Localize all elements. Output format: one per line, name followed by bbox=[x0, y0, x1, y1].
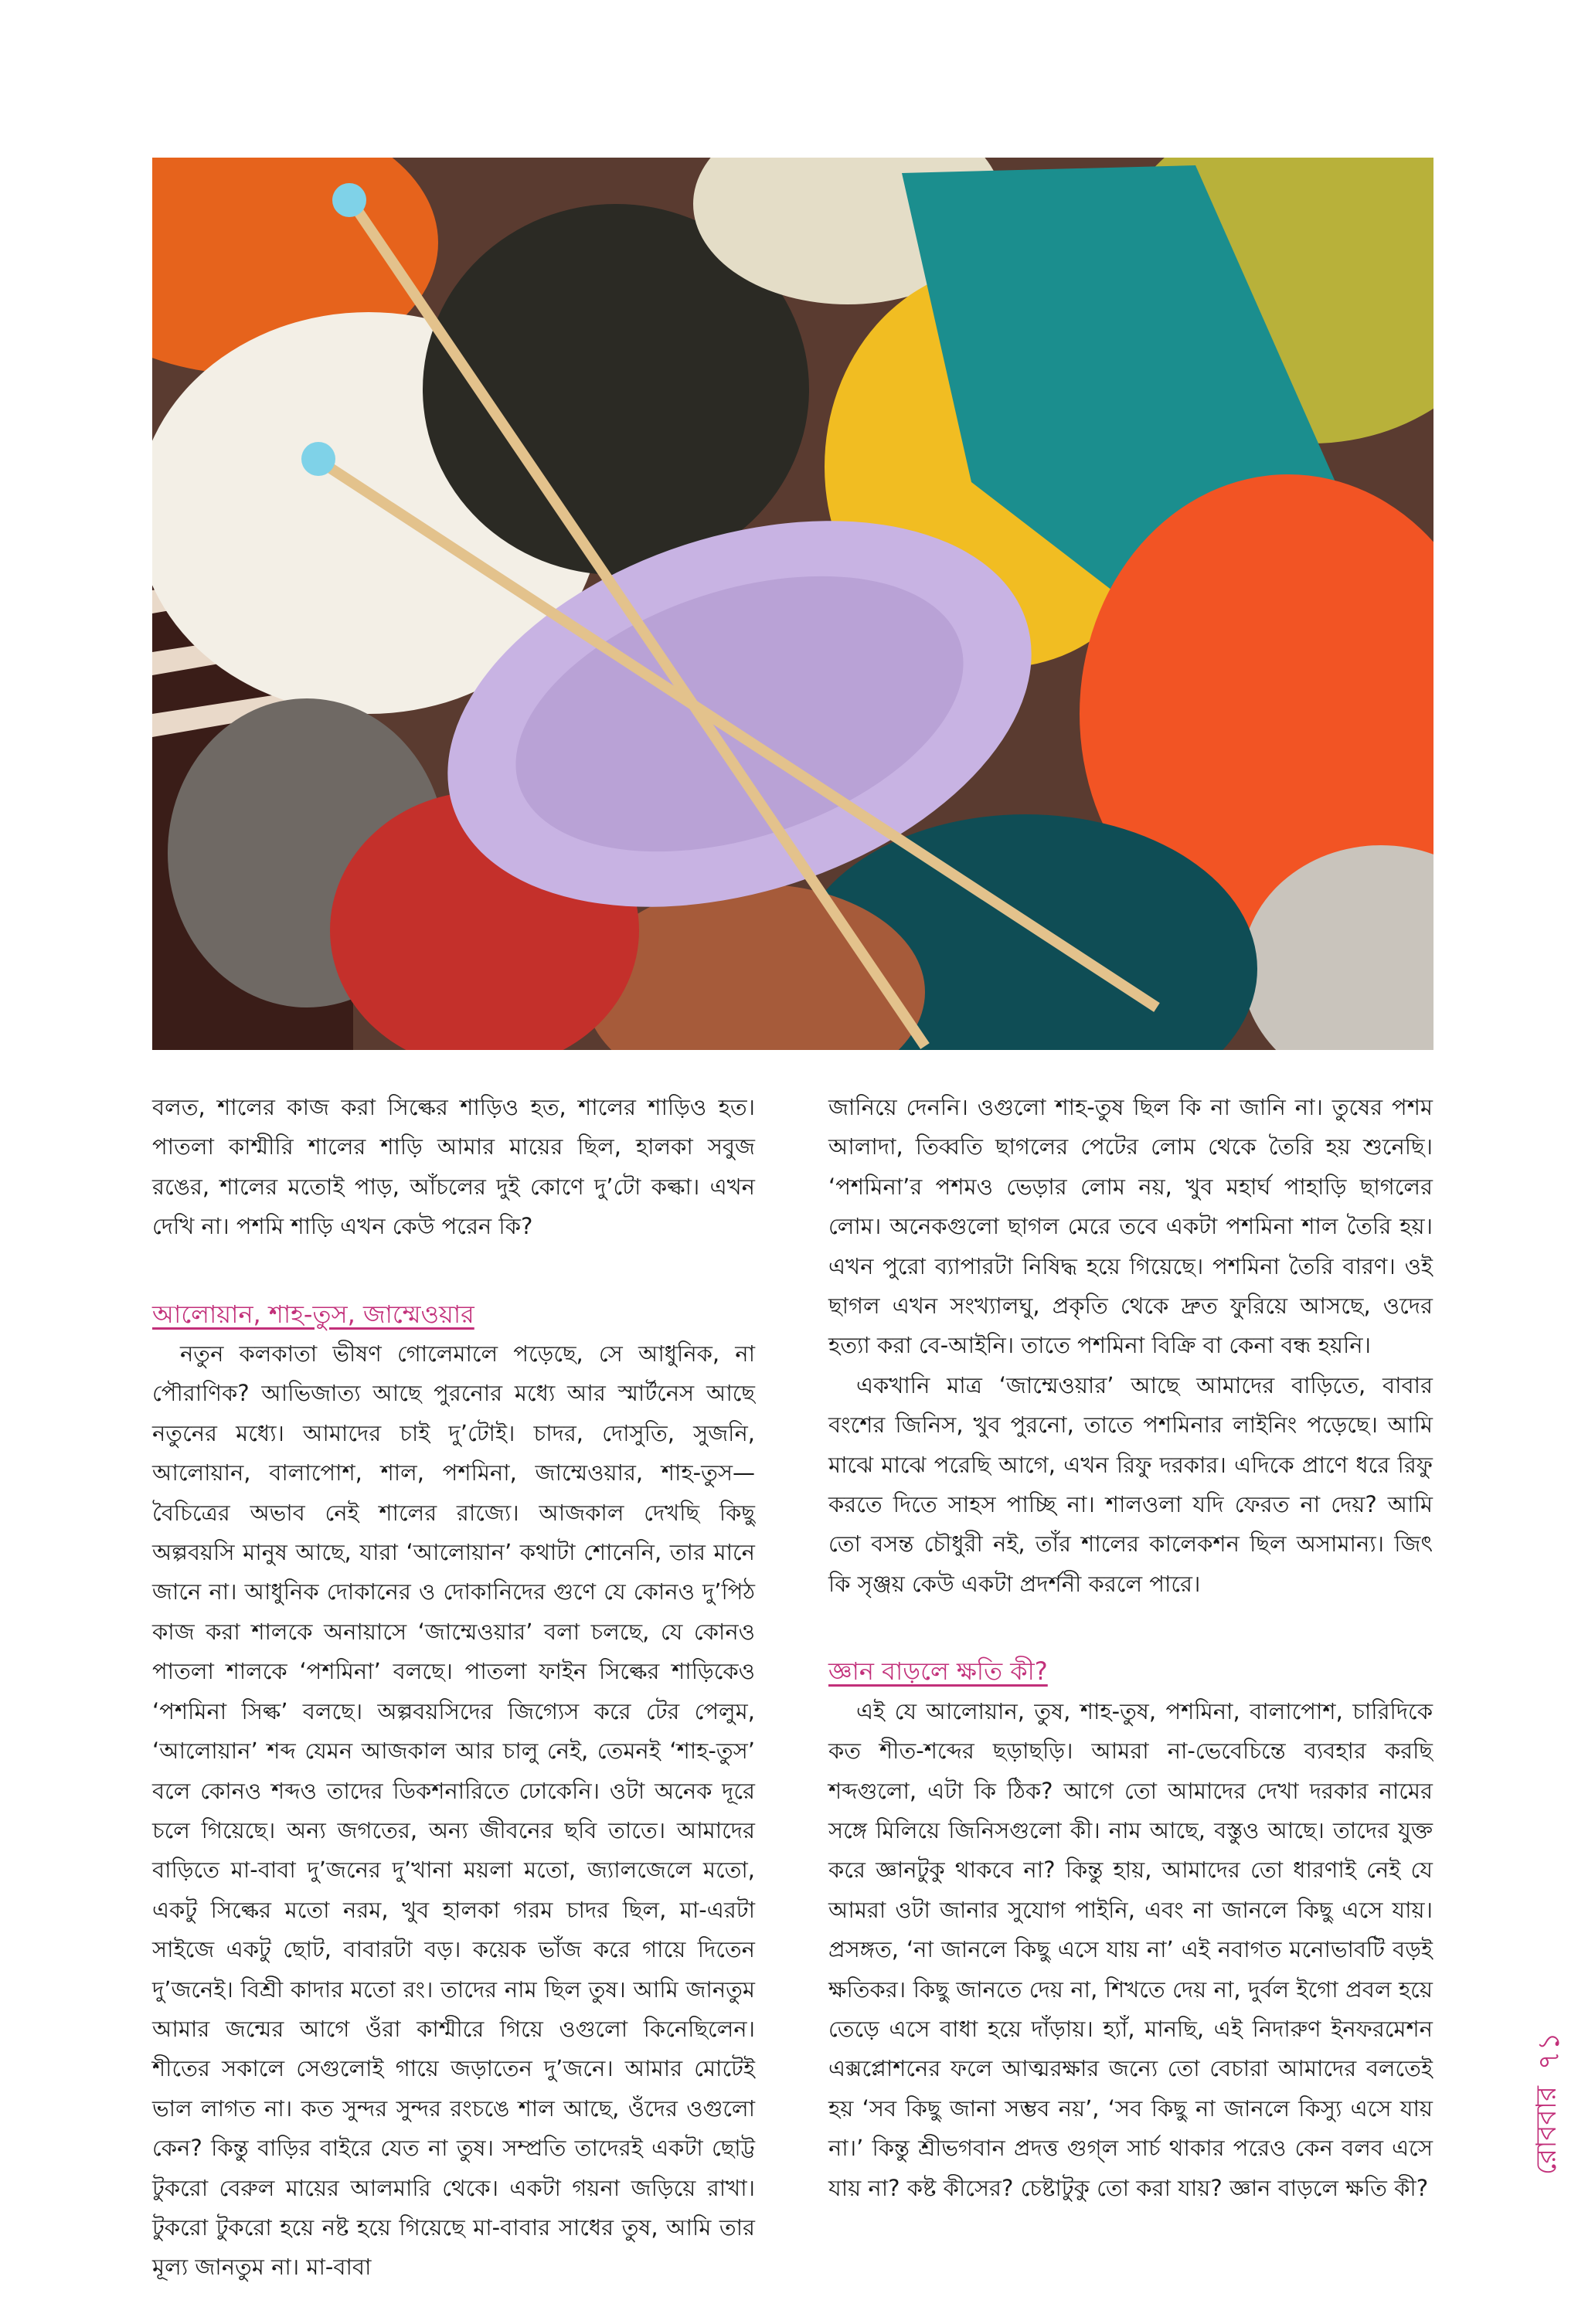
section-heading-gyan: জ্ঞান বাড়লে ক্ষতি কী? bbox=[828, 1656, 1048, 1687]
page-number: ৭১ bbox=[1532, 2032, 1566, 2071]
left-paragraph-2: নতুন কলকাতা ভীষণ গোলেমালে পড়েছে, সে আধুনিক, না পৌরাণিক? আভিজাত্য আছে পুরনোর মধ্যে আর স্মার্টনেস আছে নতুনের মধ্যে। আমাদের চাই দু’টোই। চাদর, দোসুতি, সুজনি, আলোয়ান, বালাপোশ, শাল, পশমিনা, জাম্মেওয়ার, শাহ-তুস—বৈচিত্রের অভাব নেই শালের রাজ্যে। আজকাল দেখছি কিছু অল্পবয়সি মানুষ আছে, যারা ‘আলোয়ান’ কথাটা শোনেনি, তার মানে জানে না। আধুনিক দোকানের ও দোকানিদের গুণে যে কোনও দু’পিঠ কাজ করা শালকে অনায়াসে ‘জাম্মেওয়ার’ বলা চলছে, যে কোনও পাতলা শালকে ‘পশমিনা’ বলছে। পাতলা ফাইন সিল্কের শাড়িকেও ‘পশমিনা সিল্ক’ বলছে। অল্পবয়সিদের জিগ্যেস করে টের পেলুম, ‘আলোয়ান’ শব্দ যেমন আজকাল আর চালু নেই, তেমনই ‘শাহ-তুস’ বলে কোনও শব্দও তাদের ডিকশনারিতে ঢোকেনি। ওটা অনেক দূরে চলে গিয়েছে। অন্য জগতের, অন্য জীবনের ছবি তাতে। আমাদের বাড়িতে মা-বাবা দু’জনের দু’খানা ময়লা মতো, জ্যালজেলে মতো, একটু সিল্কের মতো নরম, খুব হালকা গরম চাদর ছিল, মা-এরটা সাইজে একটু ছোট, বাবারটা বড়। কয়েক ভাঁজ করে গায়ে দিতেন দু’জনেই। বিশ্রী কাদার মতো রং। তাদের নাম ছিল তুষ। আমি জানতুম আমার জন্মের আগে ওঁরা কাশ্মীরে গিয়ে ওগুলো কিনেছিলেন। শীতের সকালে সেগুলোই গায়ে জড়াতেন দু’জনে। আমার মোটেই ভাল লাগত না। কত সুন্দর সুন্দর রংচঙে শাল আছে, ওঁদের ওগুলো কেন? কিন্তু বাড়ির বাইরে যেত না তুষ। সম্প্রতি তাদেরই একটা ছোট্ট টুকরো বেরুল মায়ের আলমারি থেকে। একটা গয়না জড়িয়ে রাখা। টুকরো টুকরো হয়ে নষ্ট হয়ে গিয়েছে মা-বাবার সাধের তুষ, আমি তার মূল্য জানতুম না। মা-বাবা bbox=[152, 1340, 755, 2281]
page-footer bbox=[1518, 2032, 1564, 2264]
magazine-name: রোববার bbox=[1531, 2086, 1563, 2176]
left-paragraph-1: বলত, শালের কাজ করা সিল্কের শাড়িও হত, শালের শাড়িও হত। পাতলা কাশ্মীরি শালের শাড়ি আমার মায়ের ছিল, হালকা সবুজ রঙের, শালের মতোই পাড়, আঁচলের দুই কোণে দু’টো কল্কা। এখন দেখি না। পশমি শাড়ি এখন কেউ পরেন কি? bbox=[152, 1094, 755, 1240]
right-paragraph-1: জানিয়ে দেননি। ওগুলো শাহ-তুষ ছিল কি না জানি না। তুষের পশম আলাদা, তিব্বতি ছাগলের পেটের লোম থেকে তৈরি হয় শুনেছি। ‘পশমিনা’র পশমও ভেড়ার লোম নয়, খুব মহার্ঘ পাহাড়ি ছাগলের লোম। অনেকগুলো ছাগল মেরে তবে একটা পশমিনা শাল তৈরি হয়। এখন পুরো ব্যাপারটা নিষিদ্ধ হয়ে গিয়েছে। পশমিনা তৈরি বারণ। ওই ছাগল এখন সংখ্যালঘু, প্রকৃতি থেকে দ্রুত ফুরিয়ে আসছে, ওদের হত্যা করা বে-আইনি। তাতে পশমিনা বিক্রি বা কেনা বন্ধ হয়নি। bbox=[828, 1094, 1433, 1359]
right-column bbox=[828, 1088, 1433, 2208]
yarn-photo bbox=[152, 158, 1433, 1050]
section-heading-aloyan: আলোয়ান, শাহ-তুস, জাম্মেওয়ার bbox=[152, 1299, 474, 1329]
right-paragraph-2: একখানি মাত্র ‘জাম্মেওয়ার’ আছে আমাদের বাড়িতে, বাবার বংশের জিনিস, খুব পুরনো, তাতে পশমিনার লাইনিং পড়েছে। আমি মাঝে মাঝে পরেছি আগে, এখন রিফু দরকার। এদিকে প্রাণে ধরে রিফু করতে দিতে সাহস পাচ্ছি না। শালওলা যদি ফেরত না দেয়? আমি তো বসন্ত চৌধুরী নই, তাঁর শালের কালেকশন ছিল অসামান্য। জিৎ কি সৃঞ্জয় কেউ একটা প্রদর্শনী করলে পারে। bbox=[828, 1371, 1433, 1597]
yarn-illustration bbox=[152, 158, 1433, 1050]
left-column bbox=[152, 1088, 755, 2288]
right-paragraph-3: এই যে আলোয়ান, তুষ, শাহ-তুষ, পশমিনা, বালাপোশ, চারিদিকে কত শীত-শব্দের ছড়াছড়ি। আমরা না-ভেবেচিন্তে ব্যবহার করছি শব্দগুলো, এটা কি ঠিক? আগে তো আমাদের দেখা দরকার নামের সঙ্গে মিলিয়ে জিনিসগুলো কী। নাম আছে, বস্তুও আছে। তাদের যুক্ত করে জ্ঞানটুকু থাকবে না? কিন্তু হায়, আমাদের তো ধারণাই নেই যে আমরা ওটা জানার সুযোগ পাইনি, এবং না জানলে কিছু এসে যায়। প্রসঙ্গত, ‘না জানলে কিছু এসে যায় না’ এই নবাগত মনোভাবটি বড়ই ক্ষতিকর। কিছু জানতে দেয় না, শিখতে দেয় না, দুর্বল ইগো প্রবল হয়ে তেড়ে এসে বাধা হয়ে দাঁড়ায়। হ্যাঁ, মানছি, এই নিদারুণ ইনফরমেশন এক্সপ্লোশনের ফলে আত্মরক্ষার জন্যে তো বেচারা আমাদের বলতেই হয় ‘সব কিছু জানা সম্ভব নয়’, ‘সব কিছু না জানলে কিস্যু এসে যায় না।’ কিন্তু শ্রীভগবান প্রদত্ত গুগ্‌ল সার্চ থাকার পরেও কেন বলব এসে যায় না? কষ্ট কীসের? চেষ্টাটুকু তো করা যায়? জ্ঞান বাড়লে ক্ষতি কী? bbox=[828, 1697, 1433, 2201]
